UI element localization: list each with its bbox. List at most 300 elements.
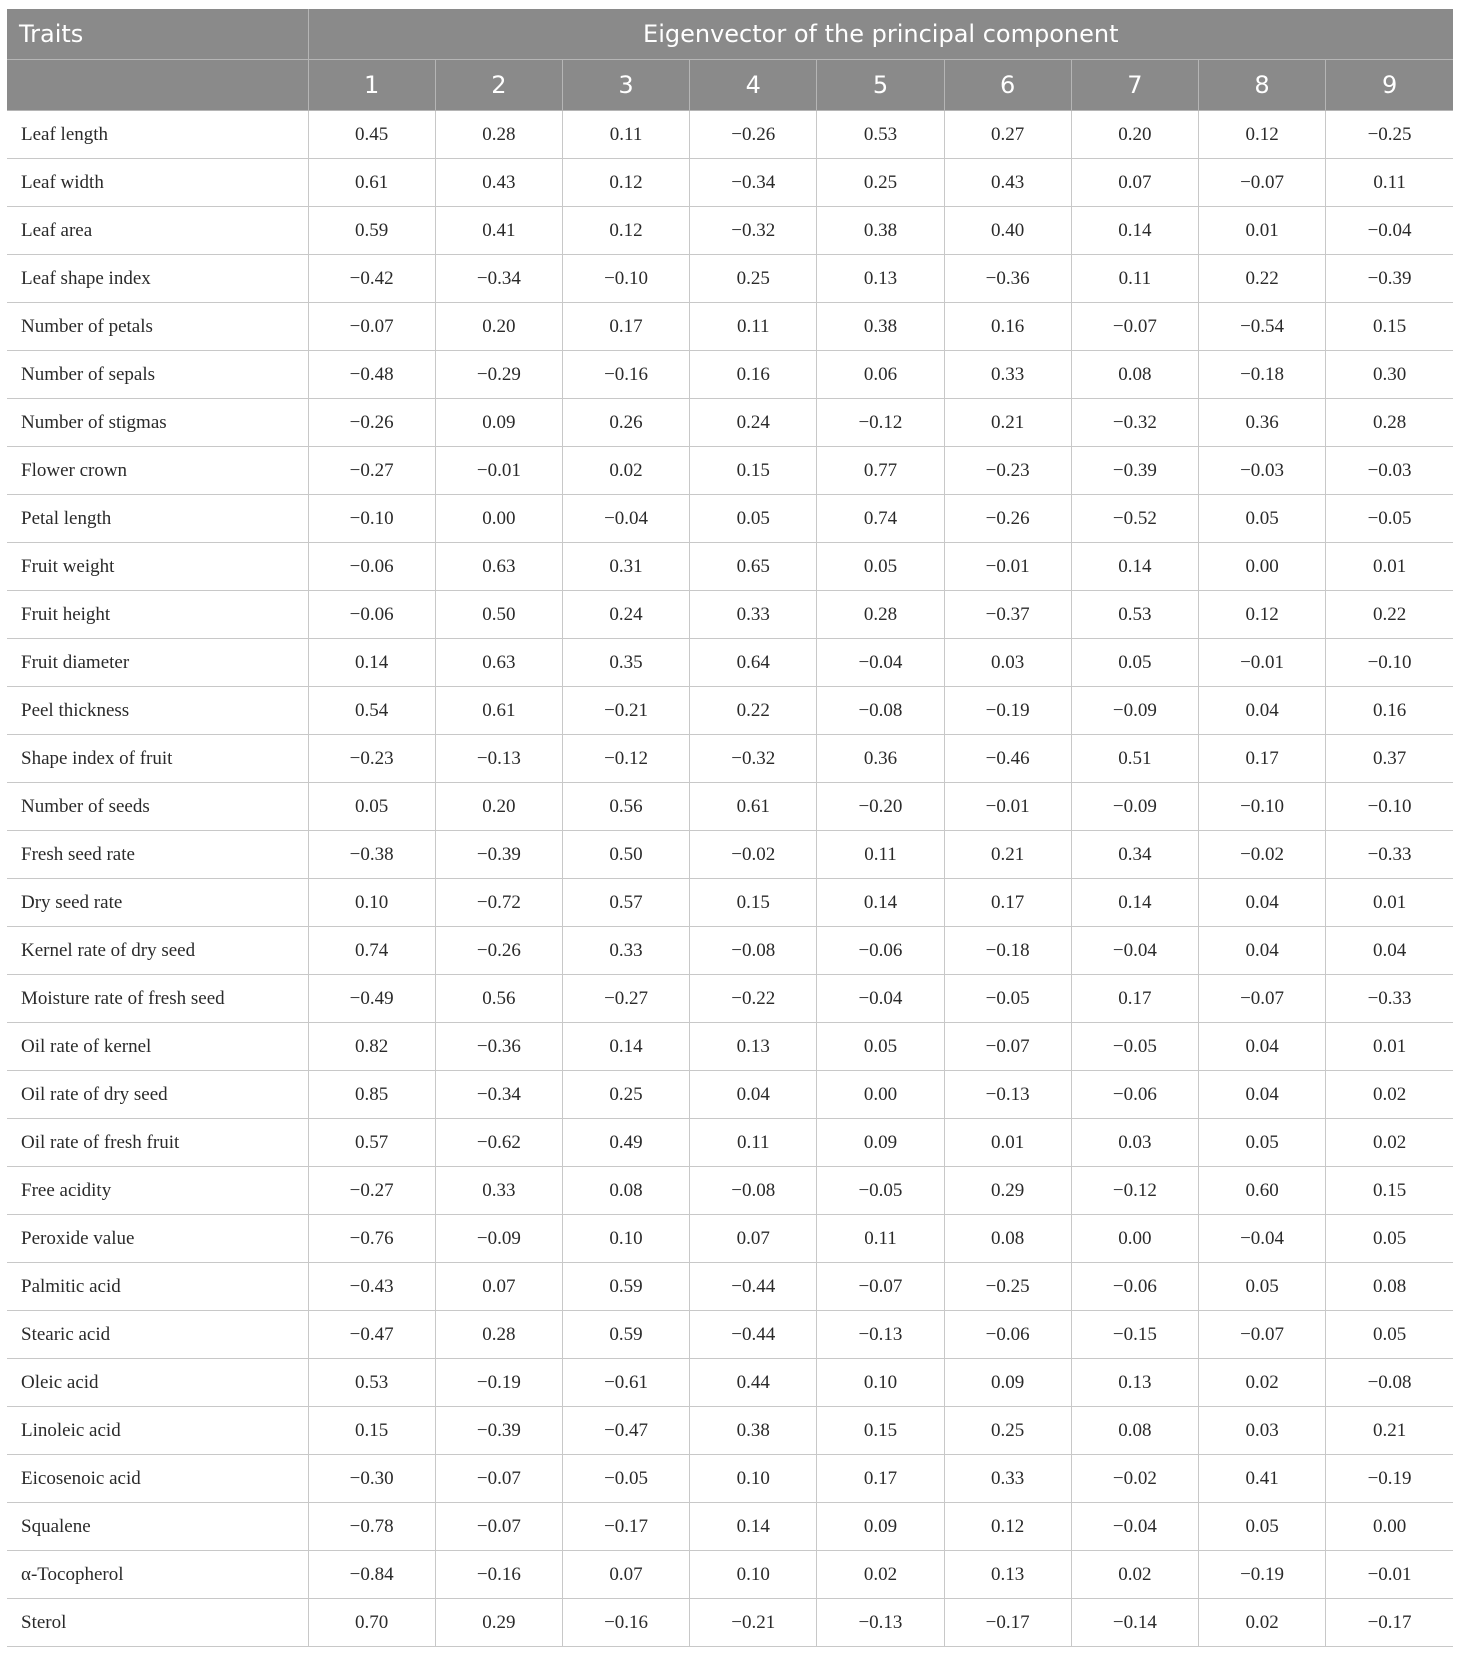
eigenvector-value-cell: −0.01 xyxy=(1198,639,1325,687)
eigenvector-value-cell: 0.10 xyxy=(690,1551,817,1599)
trait-name-cell: Fruit weight xyxy=(7,543,308,591)
eigenvector-value-cell: −0.12 xyxy=(1071,1167,1198,1215)
eigenvector-value-cell: 0.02 xyxy=(1198,1599,1325,1647)
eigenvector-value-cell: 0.61 xyxy=(690,783,817,831)
eigenvector-value-cell: 0.21 xyxy=(1326,1407,1453,1455)
component-header-3: 3 xyxy=(562,60,689,111)
trait-name-cell: Linoleic acid xyxy=(7,1407,308,1455)
eigenvector-value-cell: 0.07 xyxy=(435,1263,562,1311)
eigenvector-value-cell: 0.15 xyxy=(308,1407,435,1455)
eigenvector-value-cell: 0.09 xyxy=(435,399,562,447)
eigenvector-value-cell: −0.10 xyxy=(308,495,435,543)
eigenvector-value-cell: 0.56 xyxy=(435,975,562,1023)
trait-name-cell: Number of petals xyxy=(7,303,308,351)
header-row-top xyxy=(7,9,1453,60)
eigenvector-value-cell: 0.15 xyxy=(690,879,817,927)
eigenvector-value-cell: −0.07 xyxy=(817,1263,944,1311)
table-row xyxy=(7,1455,1453,1503)
eigenvector-value-cell: −0.12 xyxy=(562,735,689,783)
eigenvector-value-cell: −0.43 xyxy=(308,1263,435,1311)
eigenvector-value-cell: −0.06 xyxy=(817,927,944,975)
eigenvector-value-cell: −0.26 xyxy=(435,927,562,975)
eigenvector-value-cell: 0.14 xyxy=(1071,879,1198,927)
eigenvector-value-cell: −0.39 xyxy=(435,831,562,879)
trait-name-cell: Free acidity xyxy=(7,1167,308,1215)
trait-name-cell: Leaf area xyxy=(7,207,308,255)
eigenvector-value-cell: −0.08 xyxy=(690,1167,817,1215)
eigenvector-value-cell: 0.00 xyxy=(817,1071,944,1119)
component-header-8: 8 xyxy=(1198,60,1325,111)
eigenvector-value-cell: −0.33 xyxy=(1326,831,1453,879)
table-row xyxy=(7,783,1453,831)
eigenvector-value-cell: −0.25 xyxy=(1326,111,1453,159)
eigenvector-value-cell: 0.06 xyxy=(817,351,944,399)
eigenvector-value-cell: 0.26 xyxy=(562,399,689,447)
eigenvector-value-cell: −0.22 xyxy=(690,975,817,1023)
trait-name-cell: Leaf shape index xyxy=(7,255,308,303)
eigenvector-value-cell: −0.02 xyxy=(690,831,817,879)
eigenvector-value-cell: 0.17 xyxy=(1198,735,1325,783)
eigenvector-value-cell: −0.17 xyxy=(1326,1599,1453,1647)
eigenvector-value-cell: 0.16 xyxy=(690,351,817,399)
eigenvector-value-cell: 0.28 xyxy=(1326,399,1453,447)
eigenvector-value-cell: 0.29 xyxy=(944,1167,1071,1215)
eigenvector-value-cell: 0.25 xyxy=(817,159,944,207)
eigenvector-value-cell: 0.41 xyxy=(435,207,562,255)
table-row xyxy=(7,1551,1453,1599)
eigenvector-value-cell: 0.25 xyxy=(562,1071,689,1119)
eigenvector-value-cell: −0.25 xyxy=(944,1263,1071,1311)
eigenvector-value-cell: −0.10 xyxy=(1326,783,1453,831)
eigenvector-value-cell: 0.12 xyxy=(562,159,689,207)
eigenvector-value-cell: −0.44 xyxy=(690,1263,817,1311)
eigenvector-value-cell: −0.06 xyxy=(308,591,435,639)
eigenvector-value-cell: −0.26 xyxy=(690,111,817,159)
eigenvector-value-cell: −0.49 xyxy=(308,975,435,1023)
eigenvector-value-cell: −0.78 xyxy=(308,1503,435,1551)
table-row xyxy=(7,975,1453,1023)
trait-name-cell: Moisture rate of fresh seed xyxy=(7,975,308,1023)
table-row xyxy=(7,687,1453,735)
eigenvector-value-cell: −0.07 xyxy=(308,303,435,351)
eigenvector-value-cell: 0.10 xyxy=(817,1359,944,1407)
trait-name-cell: Flower crown xyxy=(7,447,308,495)
table-row xyxy=(7,1263,1453,1311)
eigenvector-value-cell: 0.02 xyxy=(1326,1119,1453,1167)
eigenvector-value-cell: −0.12 xyxy=(817,399,944,447)
eigenvector-value-cell: 0.11 xyxy=(562,111,689,159)
eigenvector-value-cell: −0.04 xyxy=(1326,207,1453,255)
eigenvector-value-cell: 0.15 xyxy=(1326,1167,1453,1215)
eigenvector-value-cell: −0.02 xyxy=(1071,1455,1198,1503)
eigenvector-value-cell: −0.34 xyxy=(690,159,817,207)
eigenvector-value-cell: −0.04 xyxy=(1198,1215,1325,1263)
eigenvector-value-cell: 0.11 xyxy=(690,303,817,351)
eigenvector-value-cell: 0.33 xyxy=(435,1167,562,1215)
eigenvector-value-cell: 0.33 xyxy=(944,1455,1071,1503)
trait-name-cell: Dry seed rate xyxy=(7,879,308,927)
eigenvector-value-cell: −0.08 xyxy=(1326,1359,1453,1407)
eigenvector-value-cell: −0.13 xyxy=(817,1311,944,1359)
eigenvector-value-cell: −0.04 xyxy=(1071,1503,1198,1551)
eigenvector-value-cell: 0.12 xyxy=(944,1503,1071,1551)
header-row-components xyxy=(7,60,1453,111)
table-row xyxy=(7,1503,1453,1551)
eigenvector-value-cell: 0.28 xyxy=(435,111,562,159)
table-row xyxy=(7,735,1453,783)
eigenvector-value-cell: 0.08 xyxy=(1071,1407,1198,1455)
eigenvector-value-cell: −0.52 xyxy=(1071,495,1198,543)
trait-name-cell: α-Tocopherol xyxy=(7,1551,308,1599)
eigenvector-value-cell: −0.19 xyxy=(1326,1455,1453,1503)
eigenvector-value-cell: 0.21 xyxy=(944,831,1071,879)
eigenvector-value-cell: 0.63 xyxy=(435,543,562,591)
eigenvector-value-cell: −0.18 xyxy=(1198,351,1325,399)
eigenvector-value-cell: −0.17 xyxy=(944,1599,1071,1647)
eigenvector-value-cell: −0.13 xyxy=(435,735,562,783)
eigenvector-value-cell: 0.34 xyxy=(1071,831,1198,879)
eigenvector-value-cell: −0.19 xyxy=(435,1359,562,1407)
eigenvector-value-cell: 0.36 xyxy=(1198,399,1325,447)
eigenvector-value-cell: −0.62 xyxy=(435,1119,562,1167)
eigenvector-value-cell: 0.01 xyxy=(1198,207,1325,255)
eigenvector-value-cell: 0.00 xyxy=(435,495,562,543)
eigenvector-value-cell: −0.36 xyxy=(435,1023,562,1071)
eigenvector-value-cell: −0.20 xyxy=(817,783,944,831)
component-header-9: 9 xyxy=(1326,60,1453,111)
component-header-2: 2 xyxy=(435,60,562,111)
trait-name-cell: Leaf length xyxy=(7,111,308,159)
eigenvector-value-cell: 0.03 xyxy=(944,639,1071,687)
eigenvector-value-cell: −0.06 xyxy=(1071,1263,1198,1311)
trait-name-cell: Fruit diameter xyxy=(7,639,308,687)
eigenvector-value-cell: 0.60 xyxy=(1198,1167,1325,1215)
eigenvector-value-cell: 0.85 xyxy=(308,1071,435,1119)
eigenvector-value-cell: 0.63 xyxy=(435,639,562,687)
eigenvector-value-cell: 0.15 xyxy=(690,447,817,495)
eigenvector-value-cell: −0.36 xyxy=(944,255,1071,303)
eigenvector-value-cell: −0.08 xyxy=(690,927,817,975)
eigenvector-value-cell: 0.50 xyxy=(435,591,562,639)
component-header-1: 1 xyxy=(308,60,435,111)
eigenvector-value-cell: 0.00 xyxy=(1071,1215,1198,1263)
table-row xyxy=(7,1119,1453,1167)
eigenvector-value-cell: 0.03 xyxy=(1198,1407,1325,1455)
eigenvector-value-cell: 0.27 xyxy=(944,111,1071,159)
eigenvector-value-cell: −0.46 xyxy=(944,735,1071,783)
trait-name-cell: Eicosenoic acid xyxy=(7,1455,308,1503)
eigenvector-value-cell: 0.11 xyxy=(690,1119,817,1167)
traits-column-header: Traits xyxy=(7,9,308,60)
eigenvector-value-cell: −0.23 xyxy=(308,735,435,783)
traits-subheader-empty xyxy=(7,60,308,111)
eigenvector-value-cell: 0.33 xyxy=(944,351,1071,399)
eigenvector-value-cell: 0.00 xyxy=(1198,543,1325,591)
eigenvector-value-cell: 0.45 xyxy=(308,111,435,159)
eigenvector-value-cell: 0.24 xyxy=(562,591,689,639)
eigenvector-value-cell: 0.11 xyxy=(1071,255,1198,303)
eigenvector-value-cell: 0.02 xyxy=(1071,1551,1198,1599)
eigenvector-value-cell: −0.17 xyxy=(562,1503,689,1551)
trait-name-cell: Number of seeds xyxy=(7,783,308,831)
eigenvector-value-cell: 0.05 xyxy=(817,543,944,591)
trait-name-cell: Fruit height xyxy=(7,591,308,639)
eigenvector-value-cell: 0.14 xyxy=(690,1503,817,1551)
eigenvector-value-cell: −0.44 xyxy=(690,1311,817,1359)
table-row xyxy=(7,447,1453,495)
eigenvector-value-cell: −0.07 xyxy=(1198,159,1325,207)
eigenvector-value-cell: 0.08 xyxy=(944,1215,1071,1263)
eigenvector-value-cell: −0.08 xyxy=(817,687,944,735)
eigenvector-value-cell: 0.56 xyxy=(562,783,689,831)
eigenvector-value-cell: 0.04 xyxy=(690,1071,817,1119)
eigenvector-value-cell: 0.07 xyxy=(690,1215,817,1263)
eigenvector-value-cell: −0.47 xyxy=(308,1311,435,1359)
eigenvector-value-cell: −0.09 xyxy=(1071,687,1198,735)
eigenvector-value-cell: −0.09 xyxy=(1071,783,1198,831)
table-body xyxy=(7,111,1453,1647)
eigenvector-value-cell: 0.22 xyxy=(690,687,817,735)
eigenvector-value-cell: 0.24 xyxy=(690,399,817,447)
table-row xyxy=(7,1023,1453,1071)
eigenvector-value-cell: −0.05 xyxy=(817,1167,944,1215)
eigenvector-table xyxy=(7,9,1453,1647)
trait-name-cell: Peroxide value xyxy=(7,1215,308,1263)
eigenvector-value-cell: 0.38 xyxy=(690,1407,817,1455)
eigenvector-value-cell: 0.36 xyxy=(817,735,944,783)
eigenvector-value-cell: 0.43 xyxy=(944,159,1071,207)
table-row xyxy=(7,159,1453,207)
table-row xyxy=(7,543,1453,591)
trait-name-cell: Number of sepals xyxy=(7,351,308,399)
table-row xyxy=(7,1215,1453,1263)
trait-name-cell: Oil rate of fresh fruit xyxy=(7,1119,308,1167)
eigenvector-value-cell: 0.28 xyxy=(817,591,944,639)
eigenvector-value-cell: 0.41 xyxy=(1198,1455,1325,1503)
table-row xyxy=(7,1599,1453,1647)
eigenvector-value-cell: 0.13 xyxy=(944,1551,1071,1599)
eigenvector-value-cell: 0.77 xyxy=(817,447,944,495)
eigenvector-value-cell: 0.53 xyxy=(1071,591,1198,639)
eigenvector-value-cell: 0.11 xyxy=(817,831,944,879)
eigenvector-value-cell: 0.57 xyxy=(308,1119,435,1167)
eigenvector-value-cell: −0.07 xyxy=(944,1023,1071,1071)
eigenvector-value-cell: 0.03 xyxy=(1071,1119,1198,1167)
eigenvector-value-cell: 0.05 xyxy=(308,783,435,831)
table-row xyxy=(7,495,1453,543)
eigenvector-value-cell: −0.07 xyxy=(435,1455,562,1503)
eigenvector-value-cell: 0.09 xyxy=(817,1119,944,1167)
eigenvector-value-cell: 0.59 xyxy=(562,1263,689,1311)
table-row xyxy=(7,255,1453,303)
eigenvector-value-cell: 0.14 xyxy=(1071,207,1198,255)
eigenvector-value-cell: −0.37 xyxy=(944,591,1071,639)
component-header-6: 6 xyxy=(944,60,1071,111)
table-row xyxy=(7,639,1453,687)
eigenvector-value-cell: 0.07 xyxy=(562,1551,689,1599)
eigenvector-value-cell: 0.16 xyxy=(1326,687,1453,735)
trait-name-cell: Petal length xyxy=(7,495,308,543)
eigenvector-value-cell: −0.39 xyxy=(1326,255,1453,303)
eigenvector-value-cell: 0.14 xyxy=(817,879,944,927)
eigenvector-value-cell: 0.65 xyxy=(690,543,817,591)
eigenvector-value-cell: −0.07 xyxy=(1198,975,1325,1023)
eigenvector-value-cell: 0.22 xyxy=(1326,591,1453,639)
eigenvector-value-cell: 0.44 xyxy=(690,1359,817,1407)
eigenvector-value-cell: 0.02 xyxy=(817,1551,944,1599)
eigenvector-value-cell: −0.27 xyxy=(308,447,435,495)
eigenvector-value-cell: −0.01 xyxy=(944,783,1071,831)
table-row xyxy=(7,351,1453,399)
eigenvector-value-cell: 0.64 xyxy=(690,639,817,687)
eigenvector-value-cell: −0.39 xyxy=(435,1407,562,1455)
eigenvector-value-cell: 0.20 xyxy=(1071,111,1198,159)
eigenvector-value-cell: 0.05 xyxy=(1071,639,1198,687)
eigenvector-value-cell: −0.39 xyxy=(1071,447,1198,495)
table-row xyxy=(7,927,1453,975)
eigenvector-value-cell: −0.04 xyxy=(817,639,944,687)
trait-name-cell: Kernel rate of dry seed xyxy=(7,927,308,975)
eigenvector-value-cell: −0.27 xyxy=(562,975,689,1023)
eigenvector-value-cell: −0.23 xyxy=(944,447,1071,495)
eigenvector-value-cell: 0.11 xyxy=(817,1215,944,1263)
eigenvector-value-cell: 0.14 xyxy=(1071,543,1198,591)
eigenvector-value-cell: 0.04 xyxy=(1198,687,1325,735)
eigenvector-value-cell: 0.53 xyxy=(817,111,944,159)
eigenvector-value-cell: 0.04 xyxy=(1198,1023,1325,1071)
eigenvector-value-cell: 0.02 xyxy=(1326,1071,1453,1119)
eigenvector-value-cell: −0.42 xyxy=(308,255,435,303)
eigenvector-value-cell: −0.21 xyxy=(562,687,689,735)
table-row xyxy=(7,1311,1453,1359)
eigenvector-value-cell: 0.05 xyxy=(817,1023,944,1071)
eigenvector-value-cell: 0.38 xyxy=(817,303,944,351)
eigenvector-value-cell: −0.03 xyxy=(1326,447,1453,495)
eigenvector-value-cell: −0.33 xyxy=(1326,975,1453,1023)
eigenvector-value-cell: −0.61 xyxy=(562,1359,689,1407)
eigenvector-value-cell: 0.05 xyxy=(1198,1263,1325,1311)
eigenvector-value-cell: −0.05 xyxy=(562,1455,689,1503)
eigenvector-value-cell: 0.05 xyxy=(1326,1311,1453,1359)
eigenvector-value-cell: −0.26 xyxy=(308,399,435,447)
eigenvector-value-cell: −0.29 xyxy=(435,351,562,399)
trait-name-cell: Sterol xyxy=(7,1599,308,1647)
trait-name-cell: Palmitic acid xyxy=(7,1263,308,1311)
trait-name-cell: Stearic acid xyxy=(7,1311,308,1359)
eigenvector-value-cell: −0.32 xyxy=(690,207,817,255)
table-row xyxy=(7,1359,1453,1407)
eigenvector-value-cell: 0.51 xyxy=(1071,735,1198,783)
eigenvector-value-cell: 0.10 xyxy=(690,1455,817,1503)
table-row xyxy=(7,303,1453,351)
eigenvector-value-cell: 0.54 xyxy=(308,687,435,735)
eigenvector-value-cell: −0.19 xyxy=(944,687,1071,735)
eigenvector-value-cell: −0.10 xyxy=(1198,783,1325,831)
eigenvector-value-cell: 0.74 xyxy=(308,927,435,975)
eigenvector-value-cell: −0.27 xyxy=(308,1167,435,1215)
component-header-4: 4 xyxy=(690,60,817,111)
eigenvector-value-cell: −0.13 xyxy=(817,1599,944,1647)
eigenvector-value-cell: 0.08 xyxy=(1071,351,1198,399)
eigenvector-value-cell: −0.19 xyxy=(1198,1551,1325,1599)
eigenvector-value-cell: −0.07 xyxy=(1198,1311,1325,1359)
eigenvector-value-cell: 0.20 xyxy=(435,303,562,351)
eigenvector-value-cell: 0.04 xyxy=(1198,1071,1325,1119)
eigenvector-value-cell: 0.13 xyxy=(1071,1359,1198,1407)
eigenvector-value-cell: −0.06 xyxy=(944,1311,1071,1359)
eigenvector-value-cell: 0.08 xyxy=(562,1167,689,1215)
eigenvector-value-cell: 0.21 xyxy=(944,399,1071,447)
trait-name-cell: Number of stigmas xyxy=(7,399,308,447)
table-row xyxy=(7,591,1453,639)
eigenvector-value-cell: 0.15 xyxy=(817,1407,944,1455)
eigenvector-value-cell: −0.32 xyxy=(1071,399,1198,447)
table-header xyxy=(7,9,1453,111)
eigenvector-value-cell: 0.33 xyxy=(562,927,689,975)
eigenvector-value-cell: 0.50 xyxy=(562,831,689,879)
eigenvector-table-container xyxy=(7,9,1453,1647)
eigenvector-value-cell: −0.48 xyxy=(308,351,435,399)
eigenvector-value-cell: 0.14 xyxy=(562,1023,689,1071)
eigenvector-value-cell: −0.16 xyxy=(562,351,689,399)
eigenvector-value-cell: 0.31 xyxy=(562,543,689,591)
eigenvector-value-cell: 0.10 xyxy=(562,1215,689,1263)
eigenvector-value-cell: 0.43 xyxy=(435,159,562,207)
eigenvector-value-cell: −0.13 xyxy=(944,1071,1071,1119)
eigenvector-value-cell: 0.33 xyxy=(690,591,817,639)
eigenvector-value-cell: 0.08 xyxy=(1326,1263,1453,1311)
eigenvector-value-cell: 0.38 xyxy=(817,207,944,255)
eigenvector-value-cell: 0.17 xyxy=(562,303,689,351)
eigenvector-value-cell: −0.09 xyxy=(435,1215,562,1263)
eigenvector-value-cell: 0.13 xyxy=(817,255,944,303)
eigenvector-value-cell: −0.01 xyxy=(944,543,1071,591)
table-row xyxy=(7,207,1453,255)
eigenvector-value-cell: 0.04 xyxy=(1198,927,1325,975)
eigenvector-value-cell: −0.01 xyxy=(435,447,562,495)
eigenvector-value-cell: −0.10 xyxy=(562,255,689,303)
eigenvector-value-cell: −0.05 xyxy=(1071,1023,1198,1071)
eigenvector-value-cell: −0.54 xyxy=(1198,303,1325,351)
trait-name-cell: Leaf width xyxy=(7,159,308,207)
eigenvector-value-cell: 0.57 xyxy=(562,879,689,927)
eigenvector-value-cell: −0.03 xyxy=(1198,447,1325,495)
eigenvector-value-cell: 0.05 xyxy=(1198,495,1325,543)
eigenvector-value-cell: 0.30 xyxy=(1326,351,1453,399)
eigenvector-value-cell: −0.01 xyxy=(1326,1551,1453,1599)
eigenvector-value-cell: 0.12 xyxy=(562,207,689,255)
eigenvector-value-cell: 0.02 xyxy=(562,447,689,495)
eigenvector-group-header: Eigenvector of the principal component xyxy=(308,9,1453,60)
eigenvector-value-cell: 0.59 xyxy=(562,1311,689,1359)
eigenvector-value-cell: 0.11 xyxy=(1326,159,1453,207)
eigenvector-value-cell: 0.61 xyxy=(308,159,435,207)
component-header-5: 5 xyxy=(817,60,944,111)
eigenvector-value-cell: 0.05 xyxy=(1326,1215,1453,1263)
trait-name-cell: Oil rate of kernel xyxy=(7,1023,308,1071)
eigenvector-value-cell: 0.09 xyxy=(817,1503,944,1551)
eigenvector-value-cell: 0.01 xyxy=(944,1119,1071,1167)
table-row xyxy=(7,111,1453,159)
eigenvector-value-cell: −0.10 xyxy=(1326,639,1453,687)
eigenvector-value-cell: 0.07 xyxy=(1071,159,1198,207)
eigenvector-value-cell: 0.35 xyxy=(562,639,689,687)
eigenvector-value-cell: −0.05 xyxy=(944,975,1071,1023)
eigenvector-value-cell: 0.00 xyxy=(1326,1503,1453,1551)
eigenvector-value-cell: −0.06 xyxy=(1071,1071,1198,1119)
eigenvector-value-cell: 0.01 xyxy=(1326,543,1453,591)
trait-name-cell: Oil rate of dry seed xyxy=(7,1071,308,1119)
